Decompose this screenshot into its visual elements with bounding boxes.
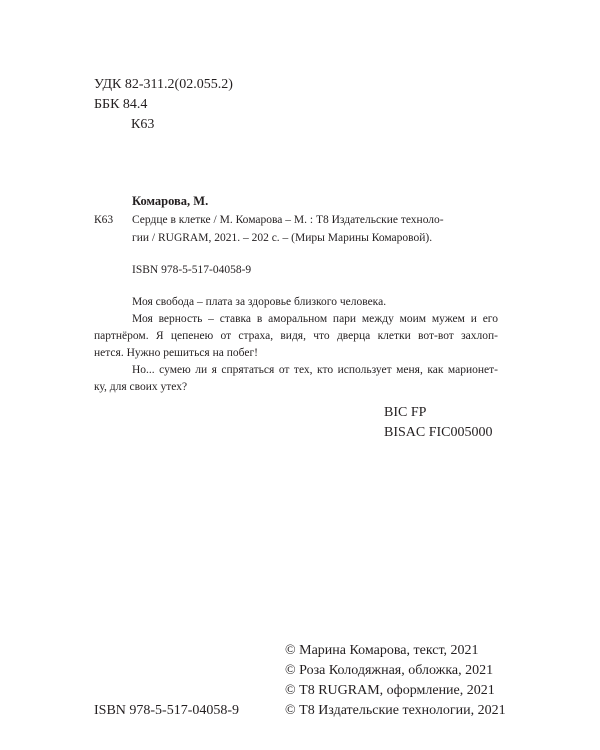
udk-code: УДК 82-311.2(02.055.2) xyxy=(94,77,233,92)
annotation-line-6: ку, для своих утех? xyxy=(94,381,188,393)
bbk-code: ББК 84.4 xyxy=(94,97,148,112)
copyright-design: © Т8 RUGRAM, оформление, 2021 xyxy=(285,683,495,698)
copyright-publisher: © Т8 Издательские технологии, 2021 xyxy=(285,703,506,718)
bisac-code: BISAC FIC005000 xyxy=(384,425,493,440)
annotation-line-5: Но... сумею ли я спрятаться от тех, кто использует меня, как марионет- xyxy=(132,364,498,376)
copyright-cover: © Роза Колодяжная, обложка, 2021 xyxy=(285,663,494,678)
annotation-line-3: партнёром. Я цепенею от страха, видя, что дверца клетки вот-вот захлоп- xyxy=(94,330,498,342)
author-mark-top: К63 xyxy=(131,117,155,132)
record-isbn: ISBN 978-5-517-04058-9 xyxy=(132,264,252,276)
copyright-text: © Марина Комарова, текст, 2021 xyxy=(285,643,479,658)
annotation-line-4: нется. Нужно решиться на побег! xyxy=(94,347,258,359)
author-heading: Комарова, М. xyxy=(132,194,209,208)
bic-code: BIC FP xyxy=(384,405,427,420)
author-mark: К63 xyxy=(94,214,114,226)
annotation-line-2: Моя верность – ставка в аморальном пари между моим мужем и его xyxy=(132,313,498,325)
annotation-line-1: Моя свобода – плата за здоровье близкого человека. xyxy=(132,296,387,308)
title-line-2: гии / RUGRAM, 2021. – 202 с. – (Миры Марины Комаровой). xyxy=(132,232,433,244)
footer-isbn: ISBN 978-5-517-04058-9 xyxy=(94,703,240,718)
title-line-1: Сердце в клетке / М. Комарова – М. : Т8 Издательские техноло- xyxy=(132,214,444,226)
